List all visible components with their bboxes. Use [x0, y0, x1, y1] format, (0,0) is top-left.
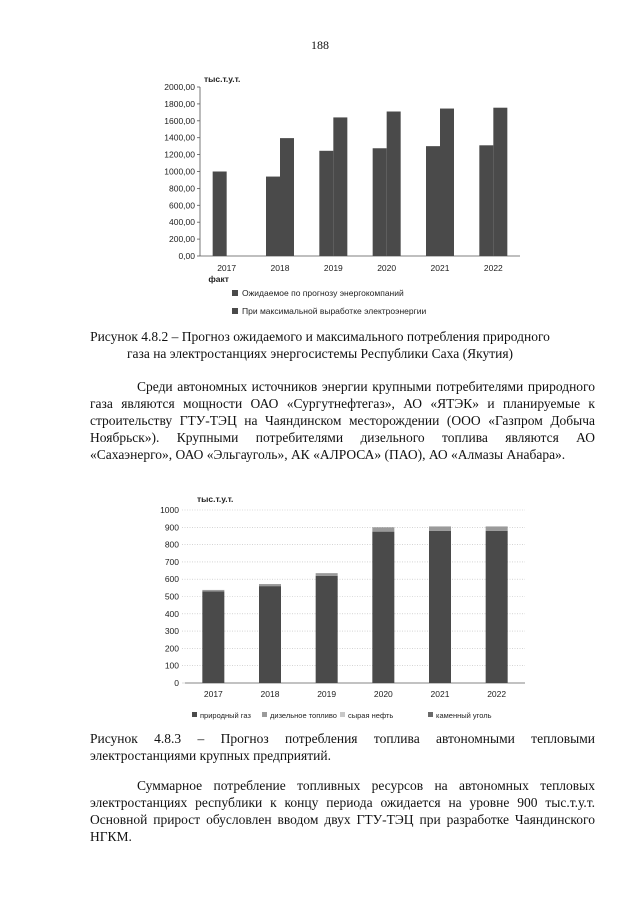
chart1-x-tick: 2022 — [483, 263, 503, 273]
page-number: 188 — [311, 38, 329, 52]
chart2-x-tick: 2018 — [260, 689, 280, 699]
chart2-bar-segment-1 — [486, 526, 508, 530]
chart2-bar-segment-0 — [486, 531, 508, 683]
figure2-caption: Рисунок 4.8.3 – Прогноз потребления топлива автономными тепловыми электростанциями крупных предприятий. — [90, 731, 595, 763]
chart2-legend-label: каменный уголь — [436, 711, 492, 720]
chart2-y-tick: 900 — [164, 522, 179, 533]
chart2-legend-swatch — [428, 712, 433, 717]
chart1-y-tick: 0,00 — [178, 251, 195, 261]
chart2-legend-swatch — [192, 712, 197, 717]
chart1-x-tick: 2020 — [377, 263, 397, 273]
chart1-x-tick: 2018 — [270, 263, 290, 273]
chart1-legend-label: При максимальной выработке электроэнергии — [242, 306, 427, 316]
chart1-x-tick: 2017 — [217, 263, 237, 273]
chart2-y-tick: 400 — [164, 608, 179, 619]
chart2-y-tick: 0 — [174, 678, 179, 688]
chart2-y-tick: 100 — [164, 660, 179, 671]
chart-gas-consumption — [150, 70, 530, 325]
chart2-bar-segment-0 — [372, 532, 394, 683]
chart2-y-tick: 500 — [164, 591, 179, 602]
chart2-bar-segment-0 — [202, 591, 224, 683]
chart1-y-unit: тыс.т.у.т. — [204, 74, 241, 84]
paragraph-1: Среди автономных источников энергии крупными потребителями природного газа являются мощности ОАО «Сургутнефтегаз», АО «ЯТЭК» и планируемые к строительству ГТУ-ТЭЦ на Чаяндинском месторождении (ООО «Газпром Добыча Ноябрьск»). Крупными потребителями дизельного топлива являются АО «Сахаэнерго», ОАО «Эльгауголь», АК «АЛРОСА» (ПАО), АО «Алмазы Анабара». — [90, 379, 595, 462]
chart2-bar-segment-1 — [429, 526, 451, 530]
chart2-y-tick: 600 — [164, 574, 179, 585]
chart2-bar-segment-1 — [202, 590, 224, 591]
chart1-y-tick: 200,00 — [169, 234, 195, 245]
chart1-bar-expected — [213, 172, 227, 257]
chart2-bar-segment-0 — [259, 586, 281, 683]
paragraph-2: Суммарное потребление топливных ресурсов на автономных тепловых электростанциях республики к концу периода ожидается на уровне 900 тыс.т.у.т. Основной прирост обусловлен вводом двух ГТУ-ТЭЦ при разработке Чаяндинского НГКМ. — [90, 778, 595, 844]
chart2-plot — [160, 494, 525, 720]
chart1-plot — [164, 74, 520, 316]
figure1-caption-line1: Рисунок 4.8.2 – Прогноз ожидаемого и максимального потребления природного — [90, 329, 550, 344]
figure1-caption — [60, 328, 580, 362]
chart1-x-tick: 2019 — [323, 263, 343, 273]
chart2-legend-swatch — [340, 712, 345, 717]
figure1-caption-line2: газа на электростанциях энергосистемы Республики Саха (Якутия) — [126, 346, 514, 361]
chart1-x-sublabel: факт — [208, 274, 229, 284]
chart2-legend-label: дизельное топливо — [270, 711, 337, 720]
chart1-y-tick: 400,00 — [169, 217, 195, 228]
chart2-x-tick: 2022 — [487, 689, 507, 699]
chart2-y-tick: 700 — [164, 556, 179, 567]
chart2-legend-label: сырая нефть — [348, 711, 394, 720]
chart1-bar-expected — [266, 177, 280, 256]
chart1-legend-label: Ожидаемое по прогнозу энергокомпаний — [242, 288, 404, 298]
chart2-bar-segment-1 — [259, 584, 281, 586]
chart1-bar-max — [280, 138, 294, 256]
chart1-y-tick: 1800,00 — [164, 98, 195, 109]
chart1-y-tick: 600,00 — [169, 200, 195, 211]
chart1-bar-expected — [426, 146, 440, 256]
chart2-y-unit: тыс.т.у.т. — [197, 494, 234, 504]
chart1-bar-expected — [479, 145, 493, 256]
chart2-y-tick: 300 — [164, 626, 179, 637]
chart1-y-tick: 2000,00 — [164, 82, 195, 92]
chart2-x-tick: 2020 — [373, 689, 393, 699]
chart1-legend-swatch — [232, 290, 238, 296]
chart1-bar-max — [333, 117, 347, 256]
chart1-bar-expected — [319, 151, 333, 256]
chart2-y-tick: 800 — [164, 539, 179, 550]
chart2-x-tick: 2017 — [203, 689, 223, 699]
chart1-y-tick: 1600,00 — [164, 115, 195, 126]
chart2-y-tick: 1000 — [160, 505, 179, 515]
chart2-bar-segment-0 — [429, 531, 451, 683]
chart1-y-tick: 1000,00 — [164, 166, 195, 177]
chart2-bar-segment-1 — [372, 527, 394, 531]
chart1-bar-max — [440, 109, 454, 256]
chart2-y-tick: 200 — [164, 643, 179, 654]
chart1-bar-max — [387, 112, 401, 256]
chart1-bar-expected — [373, 148, 387, 256]
chart2-bar-segment-1 — [316, 573, 338, 576]
chart1-y-tick: 1200,00 — [164, 149, 195, 160]
chart1-y-tick: 800,00 — [169, 183, 195, 194]
chart2-x-tick: 2021 — [430, 689, 450, 699]
chart1-y-tick: 1400,00 — [164, 132, 195, 143]
chart2-x-tick: 2019 — [317, 689, 337, 699]
chart1-bar-max — [493, 108, 507, 256]
chart2-bar-segment-0 — [316, 576, 338, 683]
chart2-legend-label: природный газ — [200, 711, 251, 720]
chart-fuel-consumption — [150, 490, 530, 725]
chart2-legend-swatch — [262, 712, 267, 717]
chart1-legend-swatch — [232, 308, 238, 314]
chart1-x-tick: 2021 — [430, 263, 450, 273]
